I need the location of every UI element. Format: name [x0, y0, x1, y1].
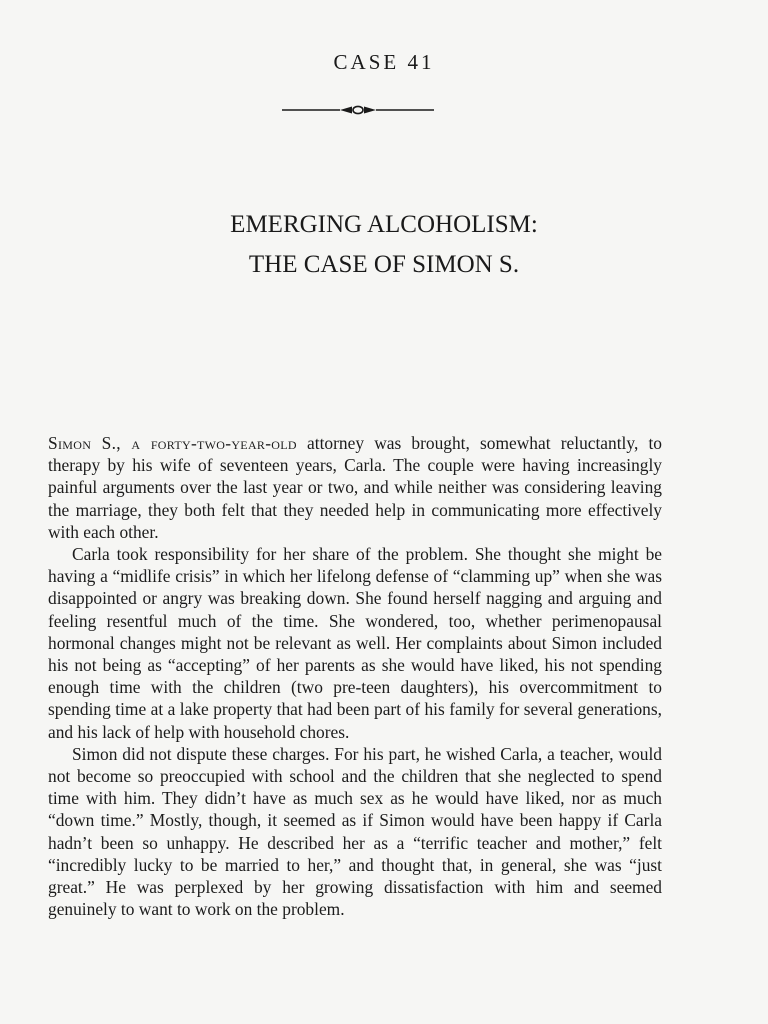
case-title [0, 205, 768, 285]
paragraph-1-text: attorney was brought, somewhat reluctantly, to therapy by his wife of seventeen years, Carla. The couple were having increasingly painful arguments over the last year or two, and while neither was considering leaving the marriage, they both felt that they needed help in communicating more effectively with each other. [48, 433, 662, 542]
paragraph-2: Carla took responsibility for her share of the problem. She thought she might be having a “midlife crisis” in which her lifelong defense of “clamming up” when she was disappointed or angry was breaking down. She found herself nagging and arguing and feeling resentful much of the time. She wondered, too, whether perimenopausal hormonal changes might not be relevant as well. Her complaints about Simon included his not being as “accepting” of her parents as she would have liked, his not spending enough time with the children (two pre-teen daughters), his overcommitment to spending time at a lake property that had been part of his family for several generations, and his lack of help with household chores. [48, 544, 662, 742]
paragraph-1-lead-in: Simon S., a forty-two-year-old [48, 433, 297, 453]
case-body-text [48, 432, 662, 920]
case-number-label: CASE 41 [333, 50, 435, 74]
paragraph-3: Simon did not dispute these charges. For his part, he wished Carla, a teacher, would not become so preoccupied with school and the children that she neglected to spend time with him. They didn’t have as much sex as he would have liked, nor as much “down time.” Mostly, though, it seemed as if Simon would have been happy if Carla hadn’t been so unhappy. He described her as a “terrific teacher and mother,” felt “incredibly lucky to be married to her,” and thought that, in general, she was “just great.” He was perplexed by her growing dissatisfaction with him and seemed genuinely to want to work on the problem. [48, 743, 662, 920]
case-title-line-2: THE CASE OF SIMON S. [248, 251, 520, 278]
case-title-line-1: EMERGING ALCOHOLISM: [230, 211, 538, 238]
paragraph-1 [48, 432, 662, 543]
scroll-divider-ornament-icon [280, 103, 436, 117]
